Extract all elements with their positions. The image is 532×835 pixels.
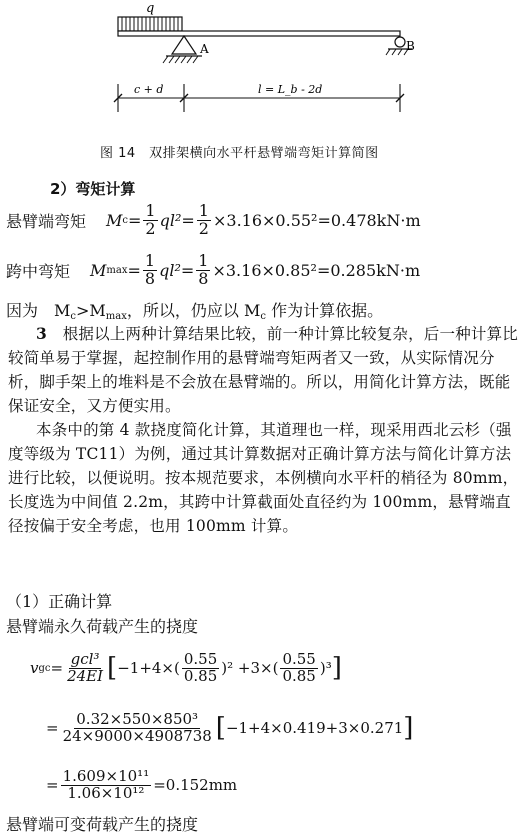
eq-rest: ×3.16×0.85²=0.285kN·m [212, 260, 421, 280]
fraction: $\frac{\text{1.609×10¹¹}}{\text{1.06×10¹²}}$ [62, 766, 150, 802]
fraction: $\frac{1}{2}$ [198, 200, 209, 238]
support-a [163, 36, 202, 63]
dim-right-label: l = L_b - 2d [258, 83, 323, 96]
eq-lhs: M [90, 260, 107, 280]
fraction: $\frac{1}{2}$ [145, 200, 156, 238]
equation-midspan-moment [6, 250, 420, 290]
eq-term: ql²= [159, 210, 195, 230]
eq-term: ql²= [159, 260, 195, 280]
equation-deflection-b: = $\frac{\text{0.32×550×850³}}{24\times 9000\times 4908738}$ [ −1+4×0.419+3×0.271 ] [46, 709, 414, 745]
because-line: 因为 $M_c>M_{max}$，所以，仍应以 $M_c$ 作为计算依据。 [6, 301, 384, 322]
section-heading-correct: （1）正确计算 [6, 592, 113, 611]
eq-equals: = [128, 210, 142, 230]
equation-deflection-a: v gc = $\frac{\text{gcl³}}{24EI}$ [ −1+4×( $\frac{0.55}{0.85}$ )² +3×( $\frac{0.55}{0.85}$ )³ ] [30, 649, 342, 685]
figure-caption: 图 14 双排架横向水平杆悬臂端弯矩计算简图 [100, 146, 379, 161]
fraction: $\frac{1}{8}$ [144, 250, 156, 288]
equation-deflection-c: = $\frac{\text{1.609×10¹¹}}{\text{1.06×10¹²}}$ =0.152mm [46, 766, 238, 802]
eq-lhs-sub: c [122, 214, 129, 226]
beam-diagram [100, 0, 430, 118]
eq-lhs-sub: max [106, 264, 128, 276]
dim-left-label: c + d [134, 83, 164, 96]
fraction: $\frac{\text{gcl³}}{24EI}$ [67, 649, 104, 685]
eq-equals: = [127, 260, 141, 280]
eq-label: 跨中弯矩 [6, 261, 71, 281]
eq-lhs: M [106, 210, 123, 230]
subheading-variable-load: 悬臂端可变荷载产生的挠度 [6, 815, 199, 834]
support-a-label: A [200, 42, 209, 56]
equation-cantilever-moment [6, 200, 421, 240]
support-b-label: B [406, 39, 415, 53]
distributed-load [118, 17, 182, 31]
fraction: $\frac{1}{8}$ [198, 250, 209, 288]
paragraph-number: 3 [36, 324, 47, 343]
paragraph-3 [8, 322, 524, 418]
beam [118, 31, 400, 36]
eq-label: 悬臂端弯矩 [6, 211, 87, 231]
section-heading-moment: 2）弯矩计算 [50, 180, 136, 198]
fraction: $\frac{0.55}{0.85}$ [183, 649, 218, 685]
paragraph-4: 本条中的第 4 款挠度简化计算，其道理也一样，现采用西北云杉（强度等级为 TC11）为例，通过其计算数据对正确计算方法与简化计算方法进行比较，以便说明。按本规范要求，本例横向水平杆的梢径为 80mm，长度选为中间值 2.2m，其跨中计算截面处直径约为 100mm，悬臂端直径按偏于安全考虑，也用 100mm 计算。 [8, 421, 519, 535]
paragraph-text: 根据以上两种计算结果比较，前一种计算比较复杂，后一种计算比较简单易于掌握，起控制作用的悬臂端弯矩两者又一致，从实际情况分析，脚手架上的堆料是不会放在悬臂端的。所以，用简化计算方法，既能保证安全，又方便实用。 [8, 325, 519, 415]
load-label: q [146, 1, 155, 16]
subheading-permanent-load: 悬臂端永久荷载产生的挠度 [6, 617, 199, 636]
fraction: $\frac{0.55}{0.85}$ [282, 649, 316, 685]
eq-rest: ×3.16×0.55²=0.478kN·m [212, 210, 421, 230]
fraction: $\frac{\text{0.32×550×850³}}{24\times 9000\times 4908738}$ [62, 709, 212, 745]
